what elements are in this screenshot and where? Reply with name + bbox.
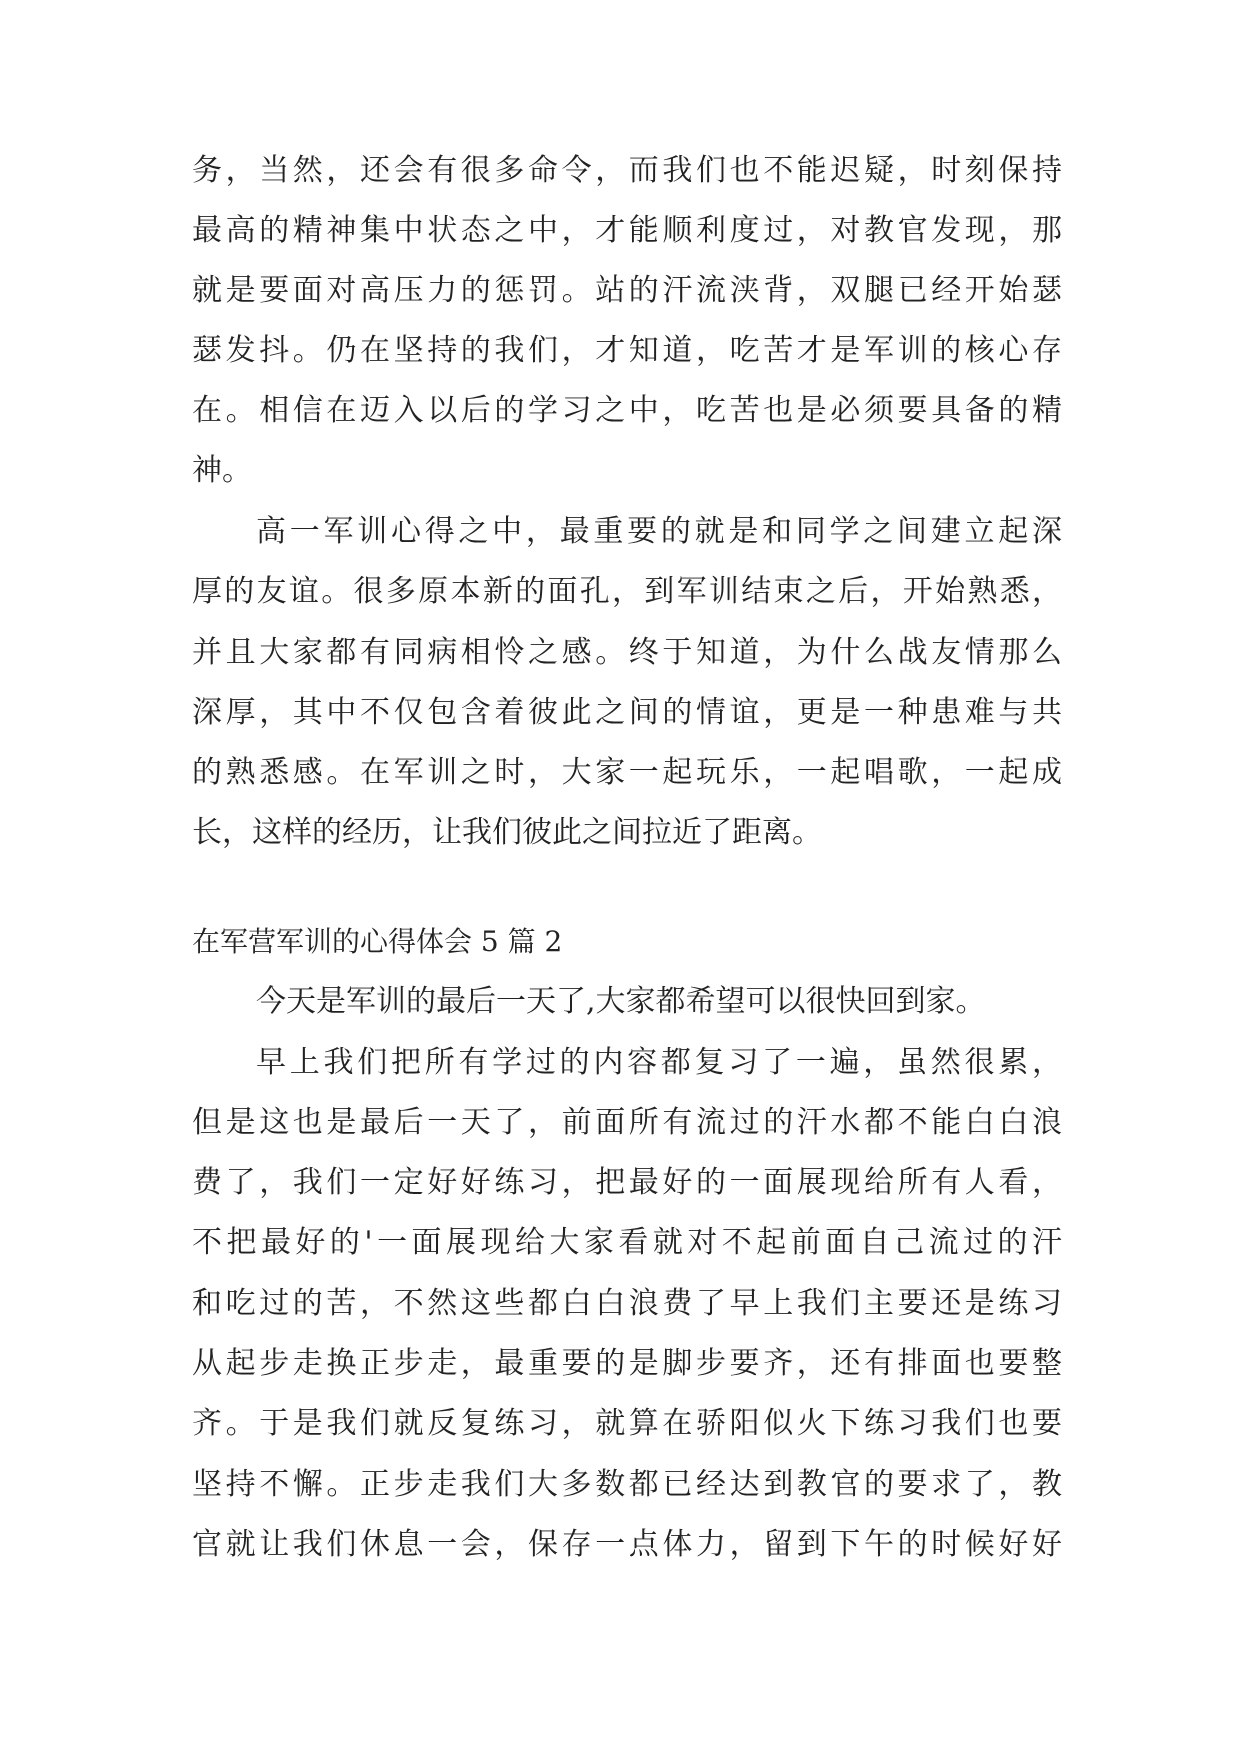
- text-line: 的熟悉感。在军训之时，大家一起玩乐，一起唱歌，一起成: [192, 755, 1062, 790]
- text-line: 高一军训心得之中，最重要的就是和同学之间建立起深: [256, 514, 1062, 549]
- text-line: 不把最好的'一面展现给大家看就对不起前面自己流过的汗: [192, 1225, 1062, 1260]
- text-line: 坚持不懈。正步走我们大多数都已经达到教官的要求了，教: [192, 1467, 1062, 1502]
- text-line: 深厚，其中不仅包含着彼此之间的情谊，更是一种患难与共: [192, 695, 1062, 730]
- text-line: 长，这样的经历，让我们彼此之间拉近了距离。: [192, 815, 822, 850]
- text-line: 神。: [192, 453, 252, 488]
- text-line: 但是这也是最后一天了，前面所有流过的汗水都不能白白浪: [192, 1105, 1062, 1140]
- text-line: 和吃过的苦，不然这些都白白浪费了早上我们主要还是练习: [192, 1286, 1062, 1321]
- text-line: 今天是军训的最后一天了,大家都希望可以很快回到家。: [256, 984, 986, 1019]
- text-line: 厚的友谊。很多原本新的面孔，到军训结束之后，开始熟悉，: [192, 574, 1062, 609]
- text-line: 费了，我们一定好好练习，把最好的一面展现给所有人看，: [192, 1165, 1062, 1200]
- text-line: 并且大家都有同病相怜之感。终于知道，为什么战友情那么: [192, 635, 1062, 670]
- text-line: 齐。于是我们就反复练习，就算在骄阳似火下练习我们也要: [192, 1406, 1062, 1441]
- text-line: 务，当然，还会有很多命令，而我们也不能迟疑，时刻保持: [192, 153, 1062, 188]
- section-heading: 在军营军训的心得体会 5 篇 2: [192, 925, 563, 958]
- text-line: 最高的精神集中状态之中，才能顺利度过，对教官发现，那: [192, 213, 1062, 248]
- text-line: 官就让我们休息一会，保存一点体力，留到下午的时候好好: [192, 1527, 1062, 1562]
- text-line: 从起步走换正步走，最重要的是脚步要齐，还有排面也要整: [192, 1346, 1062, 1381]
- text-line: 瑟发抖。仍在坚持的我们，才知道，吃苦才是军训的核心存: [192, 333, 1062, 368]
- text-line: 就是要面对高压力的惩罚。站的汗流浃背，双腿已经开始瑟: [192, 273, 1062, 308]
- text-line: 早上我们把所有学过的内容都复习了一遍，虽然很累，: [256, 1045, 1062, 1080]
- text-line: 在。相信在迈入以后的学习之中，吃苦也是必须要具备的精: [192, 393, 1062, 428]
